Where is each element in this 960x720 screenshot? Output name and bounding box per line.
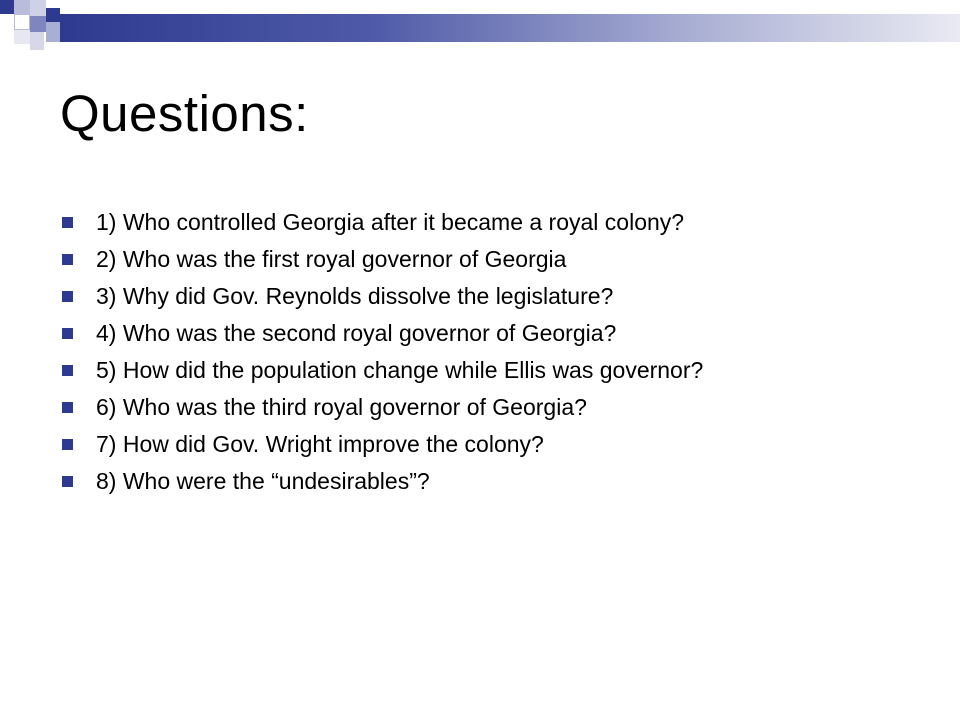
decor-square	[14, 14, 30, 30]
question-text: 2) Who was the first royal governor of Georgia	[96, 246, 567, 272]
question-item	[60, 469, 840, 494]
question-item	[60, 247, 840, 272]
question-item	[60, 358, 840, 383]
slide-title: Questions:	[60, 85, 309, 142]
square-bullet-icon	[62, 476, 73, 487]
question-item	[60, 395, 840, 420]
decor-square	[14, 30, 30, 44]
header-gradient-bar	[60, 14, 960, 42]
square-bullet-icon	[62, 291, 73, 302]
question-text: 4) Who was the second royal governor of Georgia?	[96, 320, 617, 346]
question-item	[60, 321, 840, 346]
question-text: 6) Who was the third royal governor of Georgia?	[96, 394, 587, 420]
square-bullet-icon	[62, 328, 73, 339]
decor-square	[46, 8, 60, 22]
question-text: 3) Why did Gov. Reynolds dissolve the legislature?	[96, 283, 614, 309]
question-text: 5) How did the population change while Ellis was governor?	[96, 357, 704, 383]
square-bullet-icon	[62, 365, 73, 376]
square-bullet-icon	[62, 217, 73, 228]
square-bullet-icon	[62, 439, 73, 450]
decor-square	[46, 22, 60, 42]
decor-square	[14, 0, 30, 14]
question-item	[60, 432, 840, 457]
question-list	[60, 210, 840, 506]
decor-square	[30, 16, 46, 32]
question-text: 8) Who were the “undesirables”?	[96, 468, 430, 494]
question-item	[60, 210, 840, 235]
question-item	[60, 284, 840, 309]
decor-square	[30, 0, 46, 16]
square-bullet-icon	[62, 402, 73, 413]
question-text: 7) How did Gov. Wright improve the colony?	[96, 431, 544, 457]
decor-square	[30, 32, 44, 50]
square-bullet-icon	[62, 254, 73, 265]
decor-square	[0, 0, 14, 14]
question-text: 1) Who controlled Georgia after it became a royal colony?	[96, 209, 685, 235]
